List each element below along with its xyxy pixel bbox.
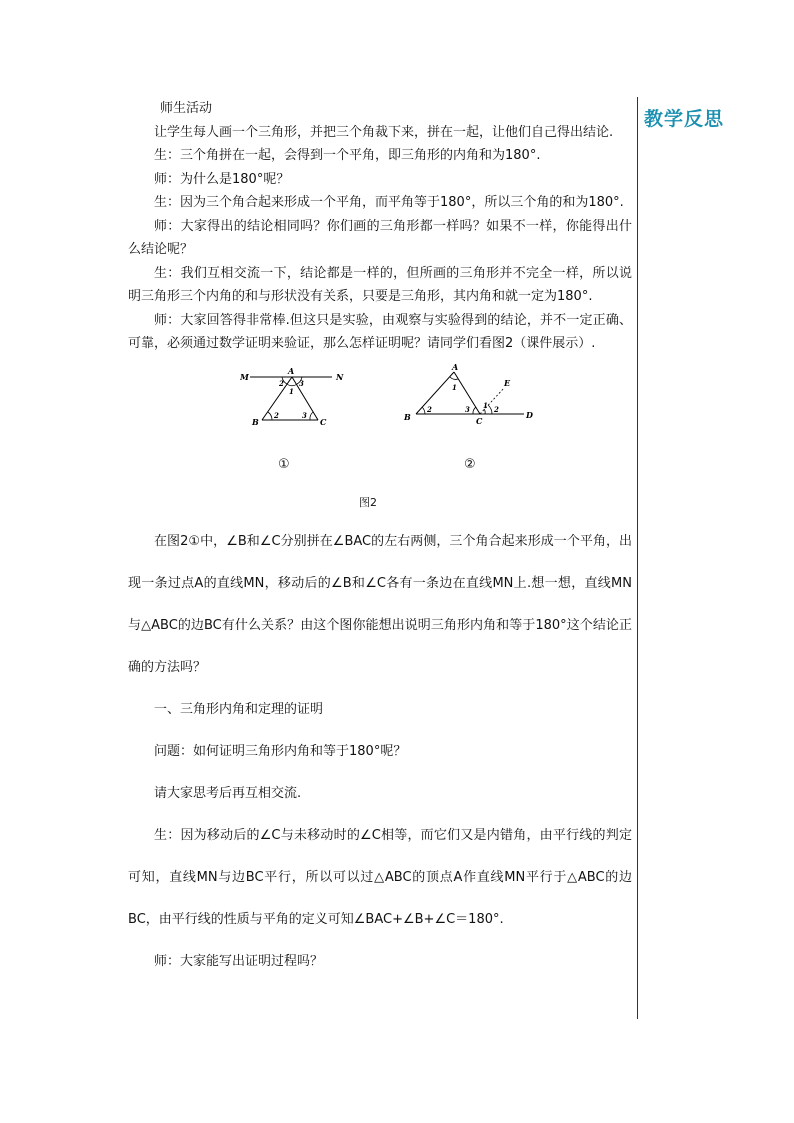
label-n: N — [336, 371, 344, 382]
lesson-content — [128, 97, 632, 983]
triangle-figure-2 — [400, 362, 540, 427]
intro-paragraph: 师：为什么是180°呢？ — [154, 171, 290, 187]
label-angle-2: 2 — [279, 378, 284, 388]
label-b: B — [252, 416, 259, 425]
label-d: D — [526, 409, 533, 420]
figure-1-caption: ① — [278, 456, 290, 472]
question-paragraph: 问题：如何证明三角形内角和等于180°呢？ — [154, 743, 407, 759]
section-heading: 一、三角形内角和定理的证明 — [154, 701, 324, 717]
label-e: E — [504, 377, 511, 388]
label-a: A — [452, 361, 459, 372]
label-angle-e2: 2 — [494, 404, 499, 414]
figure-2 — [128, 362, 632, 507]
body-paragraph: 师：大家能写出证明过程吗？ — [154, 953, 324, 969]
triangle-figure-1 — [240, 365, 350, 425]
margin-divider — [637, 97, 638, 1019]
intro-paragraph: 让学生每人画一个三角形，并把三个角裁下来，拼在一起，让他们自己得出结论. — [154, 124, 614, 140]
label-c: C — [320, 416, 327, 425]
label-a: A — [288, 365, 295, 376]
body-paragraph: 请大家思考后再互相交流. — [154, 785, 302, 801]
figure-caption: 图2 — [359, 495, 377, 509]
figure-2-caption: ② — [464, 456, 476, 472]
label-m: M — [240, 371, 249, 382]
intro-paragraph: 生：三个角拼在一起，会得到一个平角，即三角形的内角和为180°. — [154, 148, 541, 163]
label-angle-e1: 1 — [483, 400, 488, 410]
label-angle-b2: 2 — [274, 410, 279, 420]
label-angle-1: 1 — [452, 382, 457, 392]
label-angle-3: 3 — [299, 378, 304, 388]
label-angle-c3: 3 — [302, 410, 307, 420]
body-paragraph: 生：因为移动后的∠C与未移动时的∠C相等，而它们又是内错角，由平行线的判定可知，直线MN与边BC平行，所以可以过△ABC的顶点A作直线MN平行于△ABC的边BC，由平行线的性质与平角的定义可知∠BAC+∠B+∠C＝180°. — [128, 827, 632, 927]
intro-paragraph: 生：我们互相交流一下，结论都是一样的，但所画的三角形并不完全一样，所以说明三角形三个内角的和与形状没有关系，只要是三角形，其内角和就一定为180°. — [128, 265, 632, 304]
label-c: C — [476, 415, 483, 426]
intro-paragraph: 生：因为三个角合起来形成一个平角，而平角等于180°，所以三个角的和为180°. — [154, 195, 624, 210]
label-angle-1: 1 — [289, 386, 294, 396]
intro-paragraph: 师：大家回答得非常棒.但这只是实验，由观察与实验得到的结论，并不一定正确、可靠，必须通过数学证明来验证，那么怎样证明呢？请同学们看图2（课件展示）. — [128, 312, 632, 351]
label-angle-b2: 2 — [427, 404, 432, 414]
body-paragraph: 在图2①中，∠B和∠C分别拼在∠BAC的左右两侧，三个角合起来形成一个平角，出现一条过点A的直线MN，移动后的∠B和∠C各有一条边在直线MN上.想一想，直线MN与△ABC的边BC有什么关系？由这个图你能想出说明三角形内角和等于180°这个结论正确的方法吗？ — [128, 533, 632, 675]
label-b: B — [404, 411, 411, 422]
intro-paragraph: 师生活动 — [160, 101, 213, 116]
reflection-title: 教学反思 — [644, 108, 725, 130]
label-angle-c3: 3 — [465, 404, 470, 414]
intro-paragraph: 师：大家得出的结论相同吗？你们画的三角形都一样吗？如果不一样，你能得出什么结论呢？ — [128, 218, 632, 257]
